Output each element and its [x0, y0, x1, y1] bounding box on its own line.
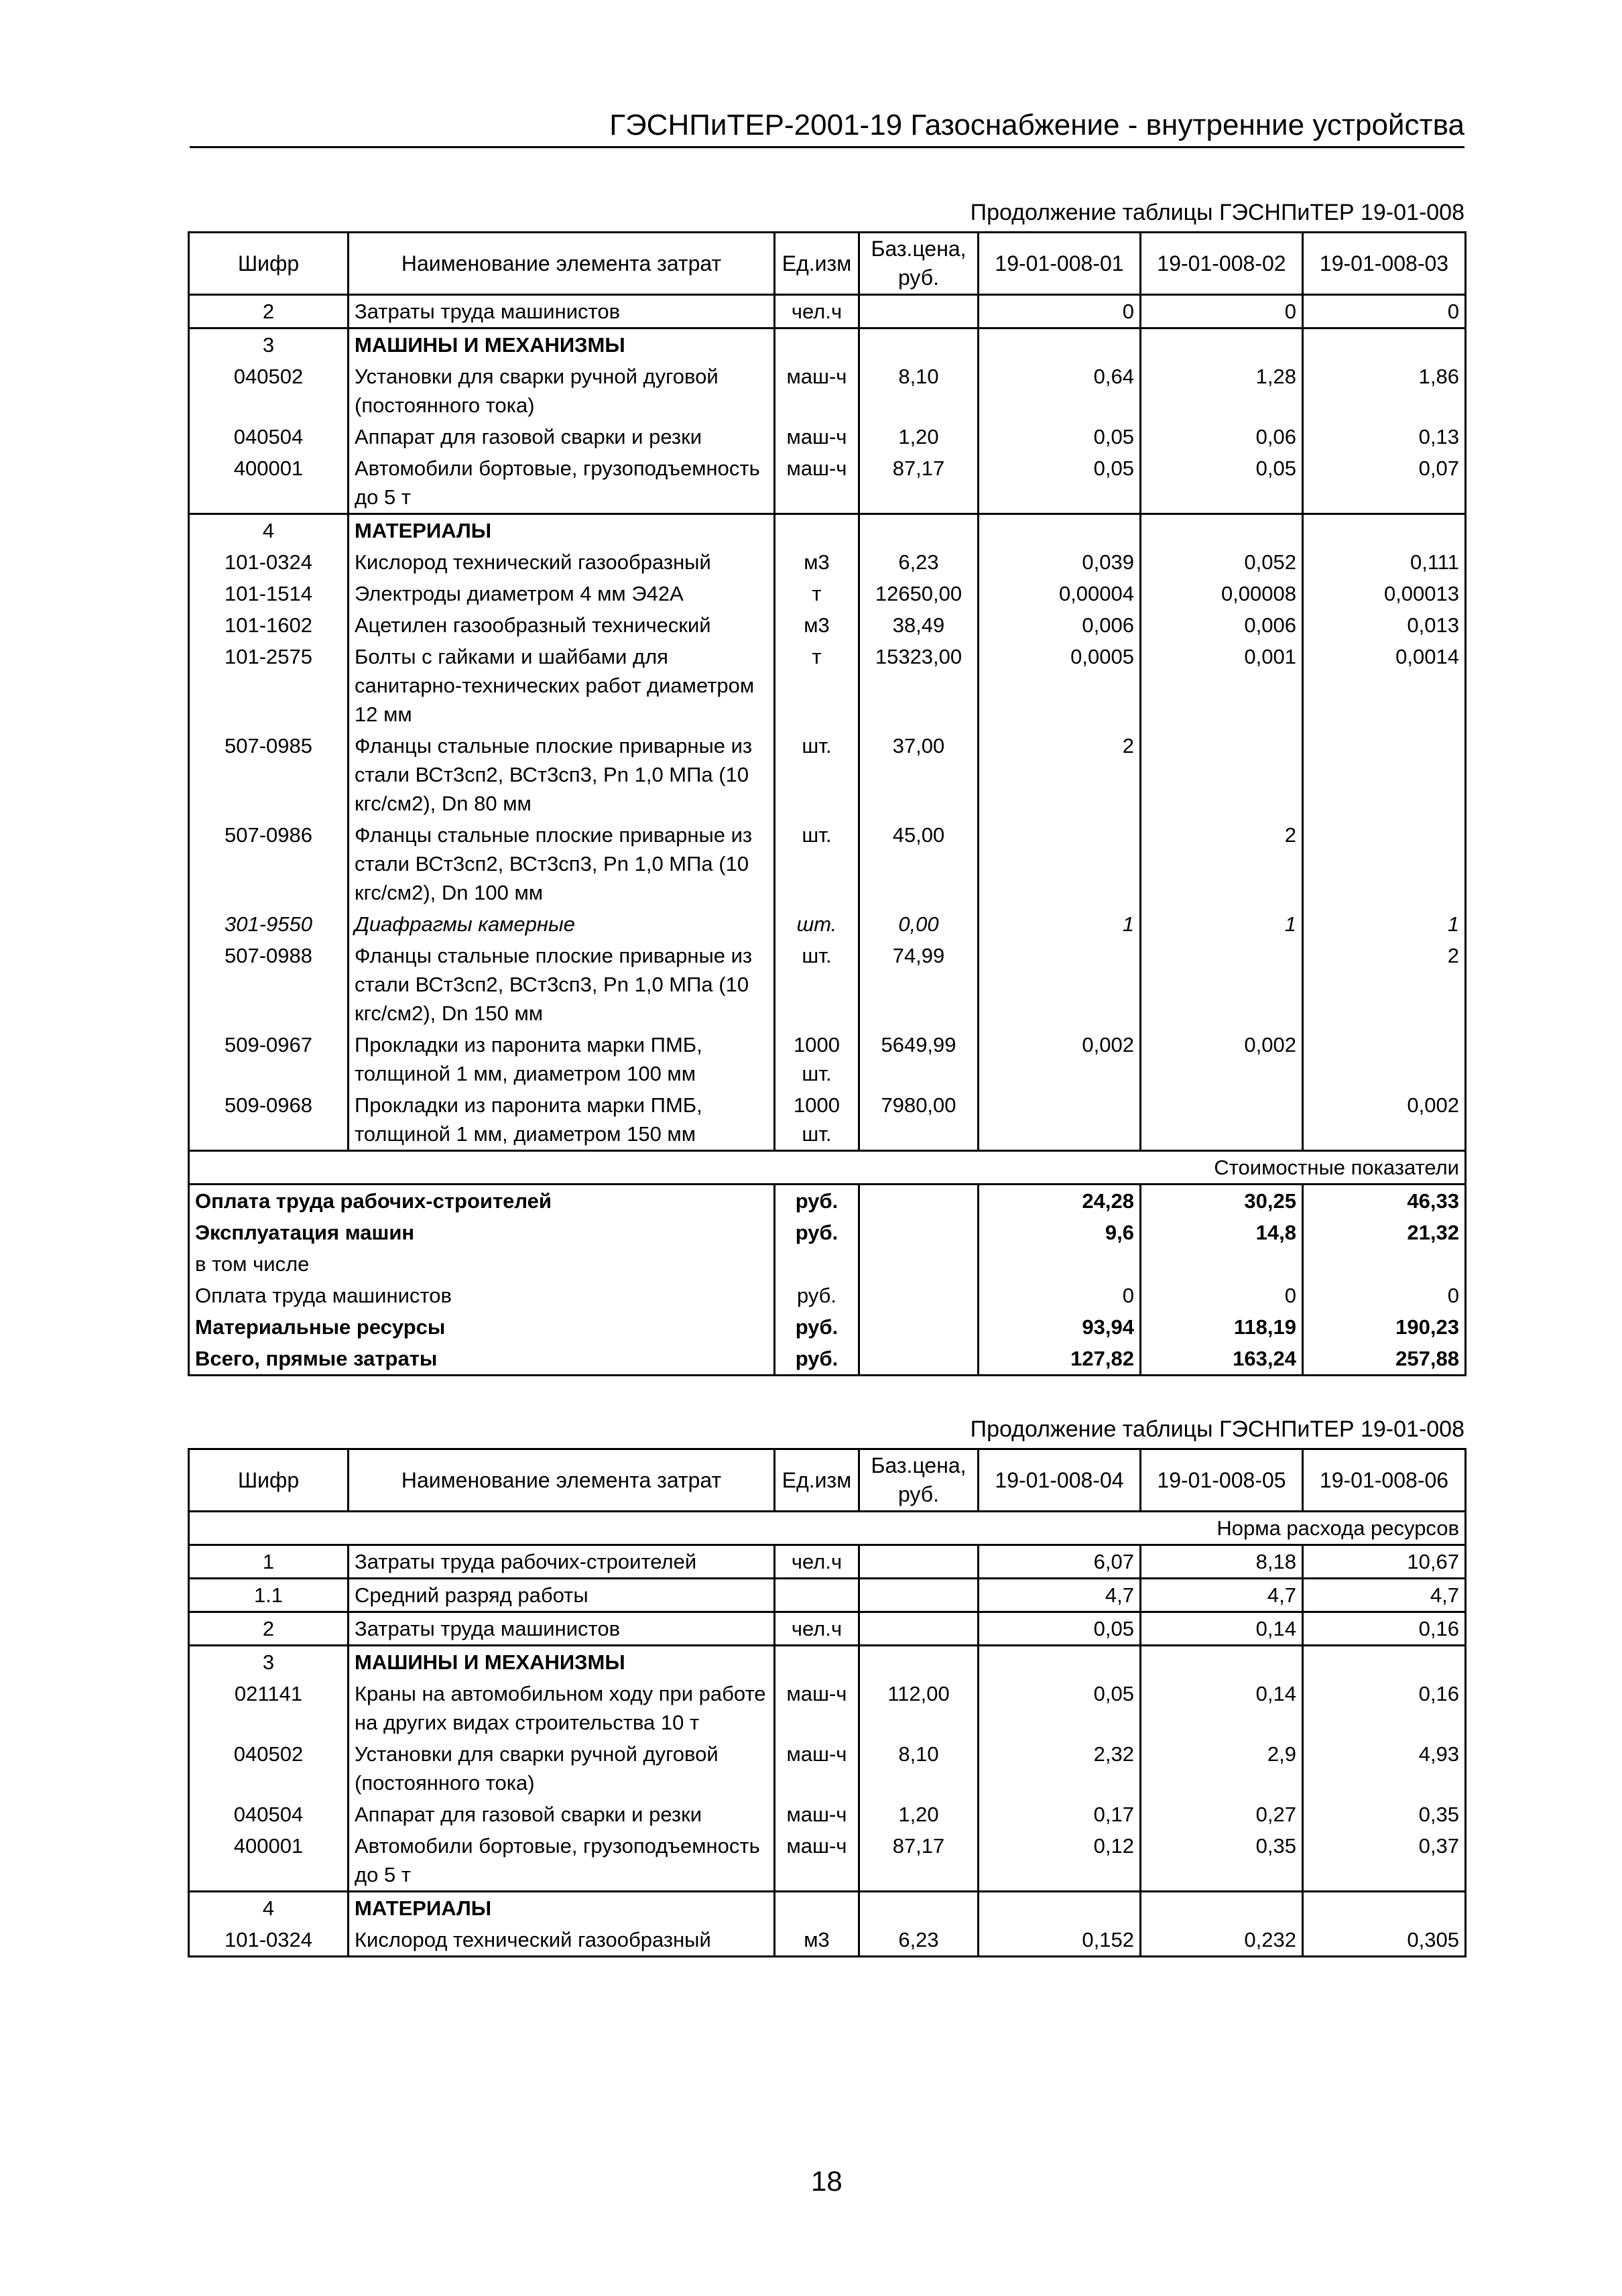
row-unit [775, 328, 859, 361]
row-price: 12650,00 [859, 578, 979, 609]
row-code: 509-0967 [189, 1029, 349, 1089]
cost-price [859, 1280, 979, 1311]
row-price: 74,99 [859, 940, 979, 1029]
row-value-2: 0,14 [1141, 1678, 1303, 1738]
cost-section-label: Стоимостные показатели [189, 1151, 1466, 1185]
row-value-2: 0,00008 [1141, 578, 1303, 609]
row-code: 4 [189, 514, 349, 547]
row-code: 507-0985 [189, 730, 349, 819]
cost-name: Материальные ресурсы [189, 1311, 775, 1343]
table-row [189, 295, 1466, 328]
row-unit: т [775, 641, 859, 730]
row-price: 45,00 [859, 819, 979, 908]
table-row [189, 1738, 1466, 1799]
cost-value-3: 46,33 [1303, 1185, 1466, 1217]
table-row [189, 421, 1466, 452]
row-value-3: 10,67 [1303, 1545, 1466, 1579]
row-code: 1 [189, 1545, 349, 1579]
table-row [189, 452, 1466, 514]
row-value-3 [1303, 1029, 1466, 1089]
row-value-2: 1 [1141, 908, 1303, 940]
row-value-3 [1303, 1892, 1466, 1925]
row-price: 0,00 [859, 908, 979, 940]
row-unit: шт. [775, 730, 859, 819]
row-value-3: 1,86 [1303, 361, 1466, 421]
row-price: 5649,99 [859, 1029, 979, 1089]
row-name: Автомобили бортовые, грузоподъемность до 5 т [349, 452, 775, 514]
cost-name: Эксплуатация машин [189, 1217, 775, 1248]
row-value-2: 0,06 [1141, 421, 1303, 452]
cost-section-label-row [189, 1151, 1466, 1185]
header-row [189, 233, 1466, 295]
row-name: Фланцы стальные плоские приварные из стали ВСт3сп2, ВСт3сп3, Рn 1,0 МПа (10 кгс/см2), Dn 150 мм [349, 940, 775, 1029]
cost-value-2: 163,24 [1141, 1343, 1303, 1376]
row-value-1: 0,64 [979, 361, 1141, 421]
cost-name: Оплата труда машинистов [189, 1280, 775, 1311]
row-name: Электроды диаметром 4 мм Э42А [349, 578, 775, 609]
column-header: Баз.цена, руб. [859, 233, 979, 295]
row-code: 509-0968 [189, 1089, 349, 1151]
cost-unit [775, 1248, 859, 1280]
row-value-2: 0,35 [1141, 1830, 1303, 1892]
row-unit: 1000 шт. [775, 1029, 859, 1089]
row-name: Диафрагмы камерные [349, 908, 775, 940]
row-value-3: 0,002 [1303, 1089, 1466, 1151]
row-unit: маш-ч [775, 361, 859, 421]
row-value-2: 2,9 [1141, 1738, 1303, 1799]
row-unit: т [775, 578, 859, 609]
row-unit: маш-ч [775, 452, 859, 514]
row-value-3: 0,16 [1303, 1678, 1466, 1738]
row-value-1: 0,00004 [979, 578, 1141, 609]
norm-section-label: Норма расхода ресурсов [189, 1512, 1466, 1545]
column-header: 19-01-008-04 [979, 1449, 1141, 1512]
row-value-2 [1141, 940, 1303, 1029]
row-code: 2 [189, 295, 349, 328]
row-unit [775, 1579, 859, 1612]
row-unit: м3 [775, 609, 859, 641]
row-value-3: 4,7 [1303, 1579, 1466, 1612]
row-value-3: 0,13 [1303, 421, 1466, 452]
cost-unit: руб. [775, 1343, 859, 1376]
table-row [189, 1678, 1466, 1738]
cost-value-1: 24,28 [979, 1185, 1141, 1217]
row-value-1: 0,152 [979, 1924, 1141, 1957]
row-value-1: 4,7 [979, 1579, 1141, 1612]
row-code: 507-0988 [189, 940, 349, 1029]
row-value-2: 4,7 [1141, 1579, 1303, 1612]
row-code: 1.1 [189, 1579, 349, 1612]
table-row [189, 578, 1466, 609]
row-name: Средний разряд работы [349, 1579, 775, 1612]
row-name: Аппарат для газовой сварки и резки [349, 1799, 775, 1830]
row-value-3: 0,305 [1303, 1924, 1466, 1957]
row-price: 87,17 [859, 452, 979, 514]
row-name: МАТЕРИАЛЫ [349, 514, 775, 547]
cost-row [189, 1280, 1466, 1311]
row-unit: маш-ч [775, 1678, 859, 1738]
row-value-2: 0,05 [1141, 452, 1303, 514]
row-price: 6,23 [859, 1924, 979, 1957]
cost-price [859, 1311, 979, 1343]
row-value-2 [1141, 514, 1303, 547]
row-code: 3 [189, 328, 349, 361]
row-unit: маш-ч [775, 421, 859, 452]
column-header: Шифр [189, 233, 349, 295]
row-value-2 [1141, 328, 1303, 361]
row-price: 8,10 [859, 361, 979, 421]
column-header: 19-01-008-03 [1303, 233, 1466, 295]
row-unit [775, 1646, 859, 1679]
cost-price [859, 1248, 979, 1280]
row-name: МАШИНЫ И МЕХАНИЗМЫ [349, 1646, 775, 1679]
row-name: Прокладки из паронита марки ПМБ, толщиной 1 мм, диаметром 150 мм [349, 1089, 775, 1151]
row-code: 3 [189, 1646, 349, 1679]
cost-value-1: 127,82 [979, 1343, 1141, 1376]
row-value-1: 0,05 [979, 1678, 1141, 1738]
row-name: Кислород технический газообразный [349, 546, 775, 578]
row-name: Затраты труда рабочих-строителей [349, 1545, 775, 1579]
row-code: 101-1602 [189, 609, 349, 641]
row-unit: маш-ч [775, 1799, 859, 1830]
row-value-1: 0,12 [979, 1830, 1141, 1892]
cost-price [859, 1185, 979, 1217]
row-value-3 [1303, 328, 1466, 361]
cost-name: в том числе [189, 1248, 775, 1280]
row-value-1: 0,002 [979, 1029, 1141, 1089]
table-row [189, 940, 1466, 1029]
row-value-2 [1141, 1646, 1303, 1679]
row-code: 4 [189, 1892, 349, 1925]
row-unit: м3 [775, 546, 859, 578]
row-code: 400001 [189, 452, 349, 514]
row-price [859, 514, 979, 547]
row-value-3: 0,16 [1303, 1612, 1466, 1646]
row-value-3 [1303, 730, 1466, 819]
table-1 [188, 231, 1467, 1376]
row-name: Затраты труда машинистов [349, 295, 775, 328]
table1-continuation-label: Продолжение таблицы ГЭСНПиТЕР 19-01-008 [970, 200, 1464, 225]
row-name: Установки для сварки ручной дуговой (постоянного тока) [349, 1738, 775, 1799]
row-value-3: 0,111 [1303, 546, 1466, 578]
cost-value-2: 30,25 [1141, 1185, 1303, 1217]
row-unit: шт. [775, 819, 859, 908]
cost-value-3: 190,23 [1303, 1311, 1466, 1343]
row-price: 1,20 [859, 421, 979, 452]
row-code: 021141 [189, 1678, 349, 1738]
table-row [189, 609, 1466, 641]
cost-value-1: 93,94 [979, 1311, 1141, 1343]
table-row [189, 1646, 1466, 1679]
row-code: 101-1514 [189, 578, 349, 609]
cost-unit: руб. [775, 1185, 859, 1217]
row-value-2: 0,006 [1141, 609, 1303, 641]
row-value-3: 2 [1303, 940, 1466, 1029]
row-price [859, 1579, 979, 1612]
row-name: Установки для сварки ручной дуговой (постоянного тока) [349, 361, 775, 421]
cost-price [859, 1343, 979, 1376]
row-unit: маш-ч [775, 1738, 859, 1799]
table2-continuation-label: Продолжение таблицы ГЭСНПиТЕР 19-01-008 [970, 1416, 1464, 1442]
cost-value-1: 0 [979, 1280, 1141, 1311]
row-value-2 [1141, 730, 1303, 819]
row-price: 37,00 [859, 730, 979, 819]
table-row [189, 1612, 1466, 1646]
row-price: 112,00 [859, 1678, 979, 1738]
row-value-1: 0,05 [979, 1612, 1141, 1646]
cost-value-2: 118,19 [1141, 1311, 1303, 1343]
cost-value-3: 0 [1303, 1280, 1466, 1311]
row-value-1 [979, 1892, 1141, 1925]
row-code: 040502 [189, 361, 349, 421]
row-code: 400001 [189, 1830, 349, 1892]
row-value-2: 1,28 [1141, 361, 1303, 421]
row-value-3: 0 [1303, 295, 1466, 328]
row-value-3 [1303, 514, 1466, 547]
cost-name: Оплата труда рабочих-строителей [189, 1185, 775, 1217]
table-row [189, 328, 1466, 361]
row-value-1: 0,039 [979, 546, 1141, 578]
row-code: 040504 [189, 421, 349, 452]
row-value-1: 2,32 [979, 1738, 1141, 1799]
page-number: 18 [811, 2165, 843, 2197]
running-header [190, 107, 1464, 148]
row-code: 101-2575 [189, 641, 349, 730]
cost-value-3: 21,32 [1303, 1217, 1466, 1248]
cost-value-3: 257,88 [1303, 1343, 1466, 1376]
row-price [859, 1612, 979, 1646]
row-price: 87,17 [859, 1830, 979, 1892]
row-price [859, 328, 979, 361]
column-header: Ед.изм [775, 1449, 859, 1512]
row-value-3: 4,93 [1303, 1738, 1466, 1799]
cost-price [859, 1217, 979, 1248]
row-price: 1,20 [859, 1799, 979, 1830]
row-name: Затраты труда машинистов [349, 1612, 775, 1646]
row-unit: чел.ч [775, 295, 859, 328]
row-unit: м3 [775, 1924, 859, 1957]
norm-section-label-row [189, 1512, 1466, 1545]
column-header: Наименование элемента затрат [349, 233, 775, 295]
row-code: 301-9550 [189, 908, 349, 940]
cost-name: Всего, прямые затраты [189, 1343, 775, 1376]
row-unit: шт. [775, 908, 859, 940]
column-header: 19-01-008-05 [1141, 1449, 1303, 1512]
row-value-2 [1141, 1892, 1303, 1925]
row-value-2: 0 [1141, 295, 1303, 328]
row-name: Прокладки из паронита марки ПМБ, толщиной 1 мм, диаметром 100 мм [349, 1029, 775, 1089]
row-value-2: 0,001 [1141, 641, 1303, 730]
cost-value-1 [979, 1248, 1141, 1280]
table-row [189, 514, 1466, 547]
row-name: МАТЕРИАЛЫ [349, 1892, 775, 1925]
cost-unit: руб. [775, 1217, 859, 1248]
row-value-1: 0 [979, 295, 1141, 328]
row-value-1: 0,17 [979, 1799, 1141, 1830]
table-row [189, 819, 1466, 908]
cost-unit: руб. [775, 1311, 859, 1343]
cost-unit: руб. [775, 1280, 859, 1311]
cost-value-1: 9,6 [979, 1217, 1141, 1248]
table-row [189, 1545, 1466, 1579]
table-row [189, 1029, 1466, 1089]
row-value-3: 0,35 [1303, 1799, 1466, 1830]
row-value-1 [979, 940, 1141, 1029]
row-code: 040504 [189, 1799, 349, 1830]
row-name: Кислород технический газообразный [349, 1924, 775, 1957]
row-code: 101-0324 [189, 1924, 349, 1957]
table-row [189, 361, 1466, 421]
row-value-3: 0,013 [1303, 609, 1466, 641]
row-unit: чел.ч [775, 1545, 859, 1579]
header-title: ГЭСНПиТЕР-2001-19 Газоснабжение - внутренние устройства [609, 109, 1464, 141]
row-value-1 [979, 328, 1141, 361]
row-name: Ацетилен газообразный технический [349, 609, 775, 641]
row-value-2: 8,18 [1141, 1545, 1303, 1579]
row-unit: чел.ч [775, 1612, 859, 1646]
row-value-3: 0,00013 [1303, 578, 1466, 609]
row-value-1: 6,07 [979, 1545, 1141, 1579]
cost-value-2: 0 [1141, 1280, 1303, 1311]
table-row [189, 908, 1466, 940]
cost-row [189, 1217, 1466, 1248]
row-value-3 [1303, 1646, 1466, 1679]
row-name: Болты с гайками и шайбами для санитарно-технических работ диаметром 12 мм [349, 641, 775, 730]
row-code: 101-0324 [189, 546, 349, 578]
column-header: 19-01-008-02 [1141, 233, 1303, 295]
row-value-2: 0,14 [1141, 1612, 1303, 1646]
row-price: 38,49 [859, 609, 979, 641]
row-value-3 [1303, 819, 1466, 908]
row-value-1 [979, 1646, 1141, 1679]
row-value-1 [979, 514, 1141, 547]
cost-row [189, 1343, 1466, 1376]
row-value-3: 0,0014 [1303, 641, 1466, 730]
cost-row [189, 1248, 1466, 1280]
row-name: Аппарат для газовой сварки и резки [349, 421, 775, 452]
cost-value-2 [1141, 1248, 1303, 1280]
row-price [859, 1892, 979, 1925]
row-value-2: 0,052 [1141, 546, 1303, 578]
cost-value-3 [1303, 1248, 1466, 1280]
row-value-1: 0,0005 [979, 641, 1141, 730]
row-price: 6,23 [859, 546, 979, 578]
table-row [189, 730, 1466, 819]
row-code: 507-0986 [189, 819, 349, 908]
row-name: Автомобили бортовые, грузоподъемность до 5 т [349, 1830, 775, 1892]
cost-row [189, 1311, 1466, 1343]
row-value-2: 0,27 [1141, 1799, 1303, 1830]
header-row [189, 1449, 1466, 1512]
row-price: 8,10 [859, 1738, 979, 1799]
row-name: МАШИНЫ И МЕХАНИЗМЫ [349, 328, 775, 361]
table-row [189, 1924, 1466, 1957]
row-value-1: 0,05 [979, 452, 1141, 514]
row-code: 040502 [189, 1738, 349, 1799]
cost-value-2: 14,8 [1141, 1217, 1303, 1248]
row-value-1: 1 [979, 908, 1141, 940]
row-price: 7980,00 [859, 1089, 979, 1151]
table-row [189, 1579, 1466, 1612]
row-name: Фланцы стальные плоские приварные из стали ВСт3сп2, ВСт3сп3, Рn 1,0 МПа (10 кгс/см2), Dn 100 мм [349, 819, 775, 908]
row-value-3: 1 [1303, 908, 1466, 940]
table-row [189, 1892, 1466, 1925]
table-row [189, 546, 1466, 578]
column-header: Ед.изм [775, 233, 859, 295]
table-row [189, 1830, 1466, 1892]
row-price [859, 1646, 979, 1679]
row-unit: шт. [775, 940, 859, 1029]
row-value-2: 0,232 [1141, 1924, 1303, 1957]
table-row [189, 1799, 1466, 1830]
column-header: Шифр [189, 1449, 349, 1512]
row-price [859, 295, 979, 328]
row-unit: 1000 шт. [775, 1089, 859, 1151]
column-header: Наименование элемента затрат [349, 1449, 775, 1512]
table-row [189, 1089, 1466, 1151]
row-value-1 [979, 1089, 1141, 1151]
column-header: 19-01-008-01 [979, 233, 1141, 295]
row-value-2: 0,002 [1141, 1029, 1303, 1089]
row-value-3: 0,37 [1303, 1830, 1466, 1892]
row-value-1: 0,006 [979, 609, 1141, 641]
row-value-1 [979, 819, 1141, 908]
table-2 [188, 1448, 1467, 1957]
row-value-1: 2 [979, 730, 1141, 819]
row-code: 2 [189, 1612, 349, 1646]
row-price [859, 1545, 979, 1579]
column-header: Баз.цена, руб. [859, 1449, 979, 1512]
row-unit [775, 514, 859, 547]
row-unit: маш-ч [775, 1830, 859, 1892]
row-price: 15323,00 [859, 641, 979, 730]
row-value-2: 2 [1141, 819, 1303, 908]
cost-row [189, 1185, 1466, 1217]
row-name: Фланцы стальные плоские приварные из стали ВСт3сп2, ВСт3сп3, Рn 1,0 МПа (10 кгс/см2), Dn 80 мм [349, 730, 775, 819]
table-row [189, 641, 1466, 730]
row-value-2 [1141, 1089, 1303, 1151]
row-unit [775, 1892, 859, 1925]
row-value-1: 0,05 [979, 421, 1141, 452]
row-value-3: 0,07 [1303, 452, 1466, 514]
column-header: 19-01-008-06 [1303, 1449, 1466, 1512]
row-name: Краны на автомобильном ходу при работе на других видах строительства 10 т [349, 1678, 775, 1738]
